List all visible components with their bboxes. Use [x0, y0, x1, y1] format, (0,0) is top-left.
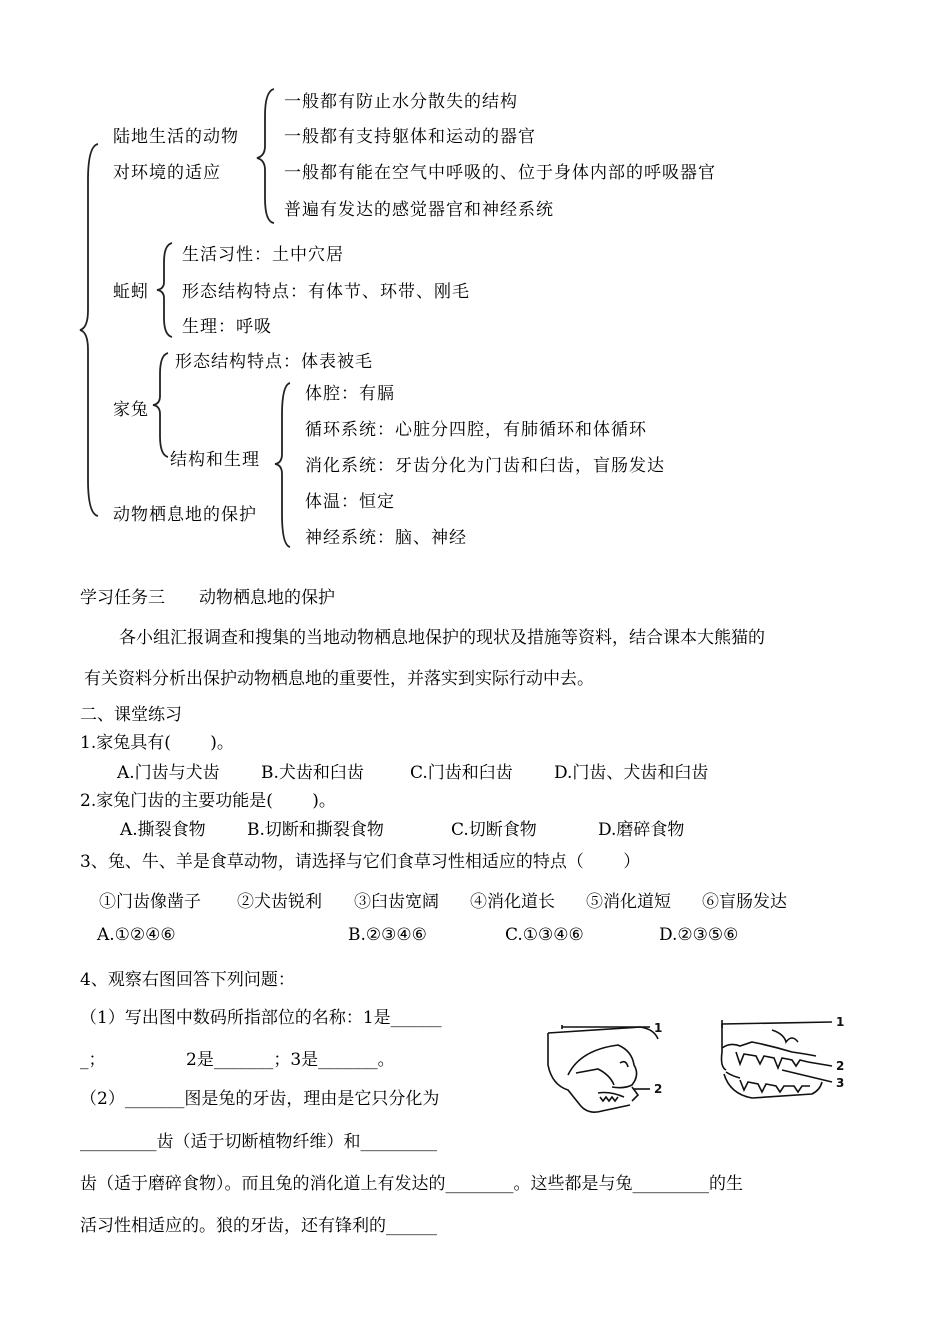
right-figure-label-2: 2 [836, 1059, 845, 1073]
land-animals-title-2: 对环境的适应 [113, 163, 221, 183]
land-item-3: 一般都有能在空气中呼吸的、位于身体内部的呼吸器官 [284, 163, 716, 183]
q3-feature-1: ①门齿像凿子 [99, 892, 201, 912]
earthworm-title: 蚯蚓 [113, 282, 149, 302]
q1-stem: 1.家兔具有( )。 [80, 733, 234, 753]
structure-item-3: 消化系统：牙齿分化为门齿和臼齿，盲肠发达 [305, 456, 665, 476]
q3-option-a: A.①②④⑥ [97, 925, 176, 945]
land-item-1: 一般都有防止水分散失的结构 [284, 92, 518, 112]
q3-feature-4: ④消化道长 [470, 892, 555, 912]
task3-paragraph-line2: 有关资料分析出保护动物栖息地的重要性，并落实到实际行动中去。 [84, 669, 594, 689]
q4-part2-line1: （2）_______图是兔的牙齿，理由是它只分化为 [80, 1089, 440, 1109]
q3-feature-3: ③臼齿宽阔 [354, 892, 439, 912]
q3-option-d: D.②③⑤⑥ [659, 925, 739, 945]
task3-paragraph-line1: 各小组汇报调查和搜集的当地动物栖息地保护的现状及措施等资料，结合课本大熊猫的 [119, 628, 765, 648]
rabbit-title: 家兔 [113, 400, 149, 420]
rabbit-brace [150, 350, 172, 460]
q3-feature-5: ⑤消化道短 [586, 892, 671, 912]
q3-option-c: C.①③④⑥ [505, 925, 584, 945]
land-animals-brace [254, 86, 278, 226]
q4-part1-line2a: _； [80, 1050, 106, 1070]
outer-brace [78, 140, 102, 520]
q2-stem: 2.家兔门齿的主要功能是( )。 [80, 791, 336, 811]
earthworm-item-2: 形态结构特点：有体节、环带、刚毛 [182, 282, 470, 302]
rabbit-skull-figure [540, 1015, 680, 1125]
q3-feature-2: ②犬齿锐利 [237, 892, 322, 912]
q3-option-b: B.②③④⑥ [348, 925, 427, 945]
q4-part2-line2: _________齿（适于切断植物纤维）和_________ [80, 1132, 437, 1152]
earthworm-item-1: 生活习性：土中穴居 [182, 245, 344, 265]
habitat-title: 动物栖息地的保护 [113, 505, 257, 525]
left-figure-label-2: 2 [654, 1082, 663, 1096]
q4-stem: 4、观察右图回答下列问题： [80, 970, 295, 990]
q2-option-b: B.切断和撕裂食物 [247, 820, 384, 840]
land-item-2: 一般都有支持躯体和运动的器官 [284, 127, 536, 147]
q4-line4: 活习性相适应的。狼的牙齿，还有锋利的______ [80, 1216, 437, 1236]
q3-stem: 3、兔、牛、羊是食草动物，请选择与它们食草习性相适应的特点（ ） [80, 852, 641, 872]
structure-item-4: 体温：恒定 [305, 492, 395, 512]
left-figure-label-1: 1 [654, 1021, 663, 1035]
q4-part1-line1: （1）写出图中数码所指部位的名称：1是______ [80, 1008, 442, 1028]
structure-item-1: 体腔：有膈 [305, 384, 395, 404]
right-figure-label-3: 3 [836, 1076, 845, 1090]
q4-part1-line2b: 2是_______；3是_______。 [186, 1050, 395, 1070]
q1-option-a: A.门齿与犬齿 [117, 763, 220, 783]
land-animals-title-1: 陆地生活的动物 [113, 127, 239, 147]
rabbit-morphology: 形态结构特点：体表被毛 [175, 352, 373, 372]
wolf-skull-figure [712, 1012, 852, 1112]
q1-option-c: C.门齿和臼齿 [410, 763, 513, 783]
q1-option-d: D.门齿、犬齿和臼齿 [554, 763, 709, 783]
earthworm-brace [154, 240, 176, 340]
q1-option-b: B.犬齿和臼齿 [261, 763, 364, 783]
structure-item-5: 神经系统：脑、神经 [305, 528, 467, 548]
q2-option-c: C.切断食物 [451, 820, 537, 840]
q2-option-d: D.磨碎食物 [598, 820, 685, 840]
structure-brace [272, 380, 294, 550]
rabbit-structure-title: 结构和生理 [170, 450, 260, 470]
right-figure-label-1: 1 [836, 1015, 845, 1029]
structure-item-2: 循环系统：心脏分四腔，有肺循环和体循环 [305, 420, 647, 440]
q3-feature-6: ⑥盲肠发达 [702, 892, 787, 912]
exercise-heading: 二、课堂练习 [80, 705, 182, 725]
land-item-4: 普遍有发达的感觉器官和神经系统 [284, 200, 554, 220]
task3-heading: 学习任务三 动物栖息地的保护 [80, 588, 335, 608]
earthworm-item-3: 生理：呼吸 [182, 317, 272, 337]
q2-option-a: A.撕裂食物 [120, 820, 206, 840]
q4-line3: 齿（适于磨碎食物）。而且兔的消化道上有发达的________。这些都是与兔_________的生 [80, 1174, 743, 1194]
